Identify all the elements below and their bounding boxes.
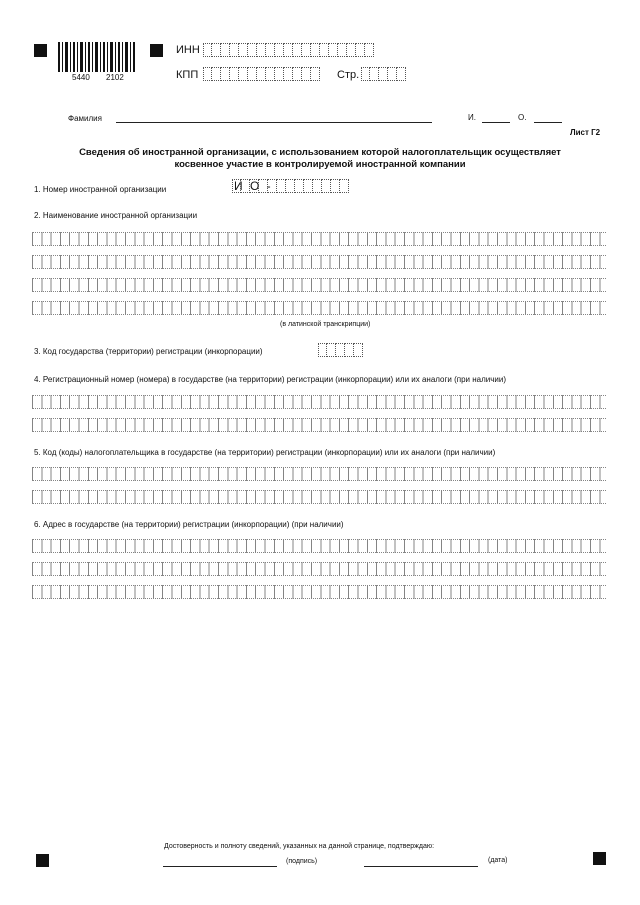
field-2-hint: (в латинской транскрипции) (280, 321, 371, 328)
field-3-label: 3. Код государства (территории) регистрации (инкорпорации) (34, 347, 263, 356)
form-title-line2: косвенное участие в контролируемой иностранной компании (174, 159, 466, 170)
signature-label: (подпись) (286, 858, 318, 865)
inn-label: ИНН (176, 44, 200, 56)
field-1-label: 1. Номер иностранной организации (34, 185, 167, 194)
corner-marker-bottom-right (593, 852, 606, 865)
kpp-field[interactable] (203, 67, 320, 81)
field-2-row-3[interactable] (32, 278, 606, 292)
initial-i-field[interactable] (482, 122, 510, 123)
initial-o-field[interactable] (534, 122, 562, 123)
field-4-label: 4. Регистрационный номер (номера) в государстве (на территории) регистрации (инкорпорации) или их аналоги (при наличии) (34, 375, 506, 384)
field-2-row-2[interactable] (32, 255, 606, 269)
barcode-number-left: 5440 (72, 73, 90, 82)
field-2-label: 2. Наименование иностранной организации (34, 211, 198, 220)
field-5-row-2[interactable] (32, 490, 606, 504)
field-1-input[interactable] (232, 179, 349, 193)
surname-label: Фамилия (68, 114, 102, 123)
sheet-label: Лист Г2 (570, 128, 601, 137)
signature-field[interactable] (163, 866, 277, 867)
form-title-line1: Сведения об иностранной организации, с использованием которой налогоплательщик осуществляет (79, 147, 561, 158)
corner-marker-top-right (150, 44, 163, 57)
field-1-prefix: И О - (234, 179, 273, 193)
field-5-label: 5. Код (коды) налогоплательщика в государстве (на территории) регистрации (инкорпорации) или их аналоги (при наличии) (34, 448, 496, 457)
surname-field[interactable] (116, 122, 432, 123)
initial-i-label: И. (468, 113, 476, 122)
field-3-input[interactable] (318, 343, 363, 357)
date-field[interactable] (364, 866, 478, 867)
date-label: (дата) (488, 857, 508, 864)
initial-o-label: О. (518, 113, 527, 122)
field-6-label: 6. Адрес в государстве (на территории) регистрации (инкорпорации) (при наличии) (34, 520, 344, 529)
page-number-field[interactable] (361, 67, 406, 81)
field-4-row-2[interactable] (32, 418, 606, 432)
field-6-row-3[interactable] (32, 585, 606, 599)
field-2-row-4[interactable] (32, 301, 606, 315)
barcode-number-right: 2102 (106, 73, 124, 82)
field-2-row-1[interactable] (32, 232, 606, 246)
confirmation-text: Достоверность и полноту сведений, указанных на данной странице, подтверждаю: (164, 843, 435, 850)
corner-marker-bottom-left (36, 854, 49, 867)
field-4-row-1[interactable] (32, 395, 606, 409)
page-label: Стр. (337, 69, 360, 81)
corner-marker-top-left (34, 44, 47, 57)
field-5-row-1[interactable] (32, 467, 606, 481)
kpp-label: КПП (176, 69, 199, 81)
inn-field[interactable] (203, 43, 374, 57)
barcode (58, 42, 136, 72)
field-6-row-1[interactable] (32, 539, 606, 553)
field-6-row-2[interactable] (32, 562, 606, 576)
